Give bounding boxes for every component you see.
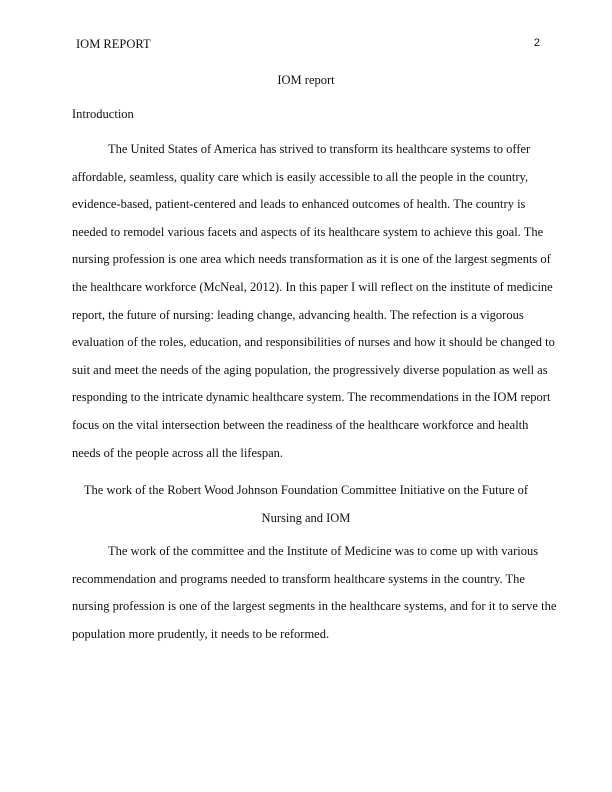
paragraph-line: needed to remodel various facets and aspects of its healthcare system to achieve this goal. The [72, 224, 544, 239]
introduction-paragraph [72, 136, 555, 467]
paragraph-line: affordable, seamless, quality care which is easily accessible to all the people in the country, [72, 169, 529, 184]
paragraph-line: recommendation and programs needed to transform healthcare systems in the country. The [72, 571, 525, 586]
paragraph-line: nursing profession is one area which needs transformation as it is one of the largest segments of [72, 252, 551, 267]
committee-paragraph [72, 538, 557, 648]
paragraph-line: evidence-based, patient-centered and leads to enhanced outcomes of health. The country is [72, 197, 526, 212]
paragraph-line: focus on the vital intersection between the readiness of the healthcare workforce and health [72, 417, 529, 432]
paragraph-line: The United States of America has strived to transform its healthcare systems to offer [108, 142, 531, 156]
paragraph-line: the healthcare workforce (McNeal, 2012). In this paper I will reflect on the institute of medicine [72, 279, 553, 294]
running-head: IOM REPORT [76, 37, 151, 51]
paragraph-line: suit and meet the needs of the aging population, the progressively diverse population as well as [72, 362, 548, 377]
paragraph-line: population more prudently, it needs to be reformed. [72, 626, 330, 641]
document-title: IOM report [277, 73, 335, 87]
paragraph-line: responding to the intricate dynamic healthcare system. The recommendations in the IOM report [72, 390, 551, 405]
section-heading-committee-initiative [72, 477, 540, 532]
heading-line: Nursing and IOM [261, 510, 351, 525]
paragraph-line: evaluation of the roles, education, and responsibilities of nurses and how it should be changed to [72, 335, 555, 350]
paragraph-line: nursing profession is one of the largest segments in the healthcare systems, and for it to serve the [72, 599, 557, 614]
heading-line: The work of the Robert Wood Johnson Foundation Committee Initiative on the Future of [83, 483, 529, 497]
page-number: 2 [533, 37, 540, 49]
paragraph-line: report, the future of nursing: leading change, advancing health. The refection is a vigorous [72, 307, 524, 322]
paragraph-line: needs of the people across all the lifespan. [72, 445, 284, 460]
section-heading-introduction: Introduction [72, 107, 134, 121]
paragraph-line: The work of the committee and the Institute of Medicine was to come up with various [108, 544, 539, 558]
